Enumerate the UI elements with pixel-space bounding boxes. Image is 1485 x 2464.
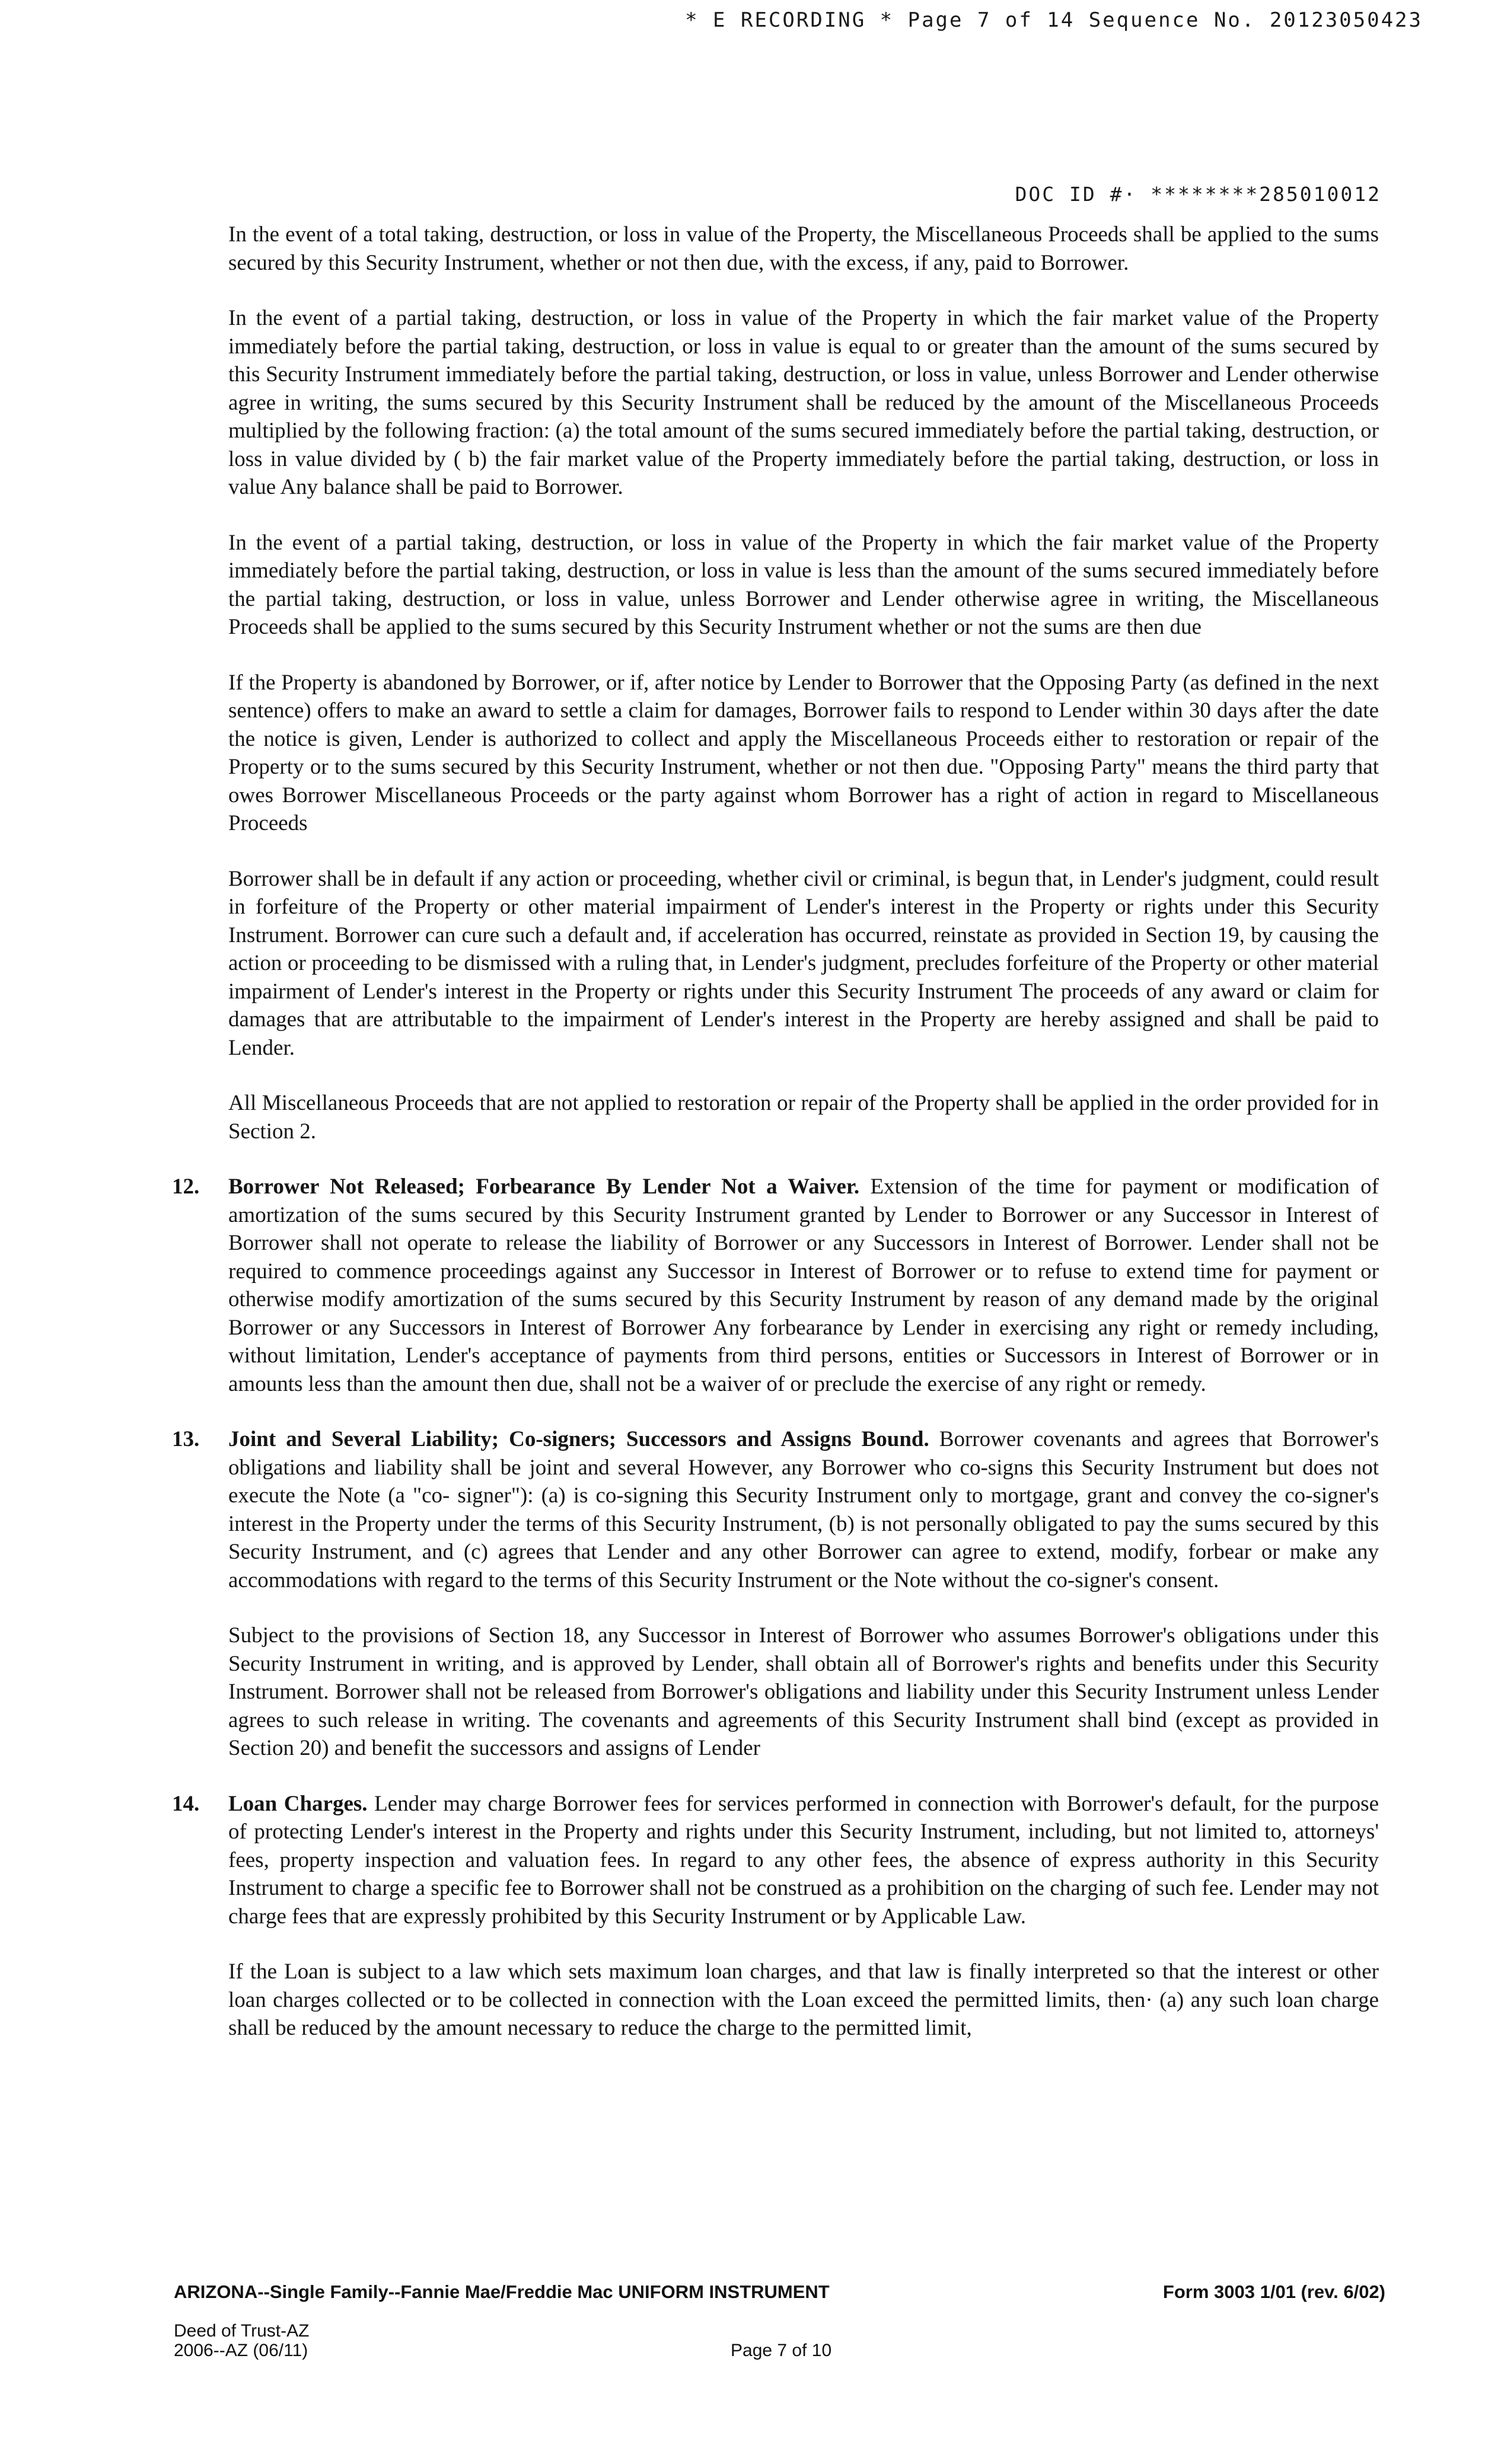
section-text: Extension of the time for payment or modification of amortization of the sums secured by this Security Instrument granted by Lender to Borrower or any Successor in Interest of Borrower shall not operate to release the liability of Borrower or any Successors in Interest of Borrower. Lender shall not be required to commence proceedings against any Successor in Interest of Borrower or to refuse to extend time for payment or otherwise modify amortization of the sums secured by this Security Instrument by reason of any demand made by the original Borrower or any Successors in Interest of Borrower Any forbearance by Lender in exercising any right or remedy including, without limitation, Lender's acceptance of payments from third persons, entities or Successors in Interest of Borrower or in amounts less than the amount then due, shall not be a waiver of or preclude the exercise of any right or remedy.: [228, 1174, 1379, 1396]
paragraph-misc-proceeds: All Miscellaneous Proceeds that are not applied to restoration or repair of the Property shall be applied in the order provided for in Section 2.: [228, 1091, 1379, 1144]
section-13: [172, 1425, 1379, 1594]
footer-page-number: Page 7 of 10: [731, 2341, 832, 2360]
section-text: Borrower covenants and agrees that Borrower's obligations and liability shall be joint and several However, any Borrower who co-signs this Security Instrument but does not execute the Note (a "co- signer"): (a) is co-signing this Security Instrument only to mortgage, grant and convey the co-signer's interest in the Property under the terms of this Security Instrument, (b) is not personally obligated to pay the sums secured by this Security Instrument, and (c) agrees that Lender and any other Borrower can agree to extend, modify, forbear or make any accommodations with regard to the terms of this Security Instrument or the Note without the co-signer's consent.: [228, 1427, 1379, 1592]
paragraph-abandoned-property: If the Property is abandoned by Borrower, or if, after notice by Lender to Borrower that the Opposing Party (as defined in the next sentence) offers to make an award to settle a claim for damages, Borrower fails to respond to Lender within 30 days after the date the notice is given, Lender is authorized to collect and apply the Miscellaneous Proceeds either to restoration or repair of the Property or to the sums secured by this Security Instrument, whether or not then due. "Opposing Party" means the third party that owes Borrower Miscellaneous Proceeds or the party against whom Borrower has a right of action in regard to Miscellaneous Proceeds: [228, 670, 1379, 835]
paragraph-partial-taking-greater: In the event of a partial taking, destruction, or loss in value of the Property in which the fair market value of the Property immediately before the partial taking, destruction, or loss in value is equal to or greater than the amount of the sums secured by this Security Instrument immediately before the partial taking, destruction, or loss in value, unless Borrower and Lender otherwise agree in writing, the sums secured by this Security Instrument shall be reduced by the amount of the Miscellaneous Proceeds multiplied by the following fraction: (a) the total amount of the sums secured immediately before the partial taking, destruction, or loss in value divided by ( b) the fair market value of the Property immediately before the partial taking, destruction, or loss in value Any balance shall be paid to Borrower.: [228, 306, 1379, 499]
footer-form-number: Form 3003 1/01 (rev. 6/02): [1162, 2281, 1385, 2302]
paragraph-default: Borrower shall be in default if any action or proceeding, whether civil or criminal, is begun that, in Lender's judgment, could result in forfeiture of the Property or other material impairment of Lender's interest in the Property or rights under this Security Instrument. Borrower can cure such a default and, if acceleration has occurred, reinstate as provided in Section 19, by causing the action or proceeding to be dismissed with a ruling that, in Lender's judgment, precludes forfeiture of the Property or other material impairment of Lender's interest in the Property or rights under this Security Instrument The proceeds of any award or claim for damages that are attributable to the impairment of Lender's interest in the Property are hereby assigned and shall be paid to Lender.: [228, 866, 1379, 1060]
section-number: 13.: [172, 1427, 200, 1451]
section-14: [172, 1790, 1379, 1931]
section-text: Lender may charge Borrower fees for services performed in connection with Borrower's default, for the purpose of protecting Lender's interest in the Property and rights under this Security Instrument, including, but not limited to, attorneys' fees, property inspection and valuation fees. In regard to any other fees, the absence of express authority in this Security Instrument to charge a specific fee to Borrower shall not be construed as a prohibition on the charging of such fee. Lender may not charge fees that are expressly prohibited by this Security Instrument or by Applicable Law.: [228, 1791, 1379, 1929]
section-13-successors-paragraph: Subject to the provisions of Section 18, any Successor in Interest of Borrower who assumes Borrower's obligations under this Security Instrument in writing, and is approved by Lender, shall obtain all of Borrower's rights and benefits under this Security Instrument. Borrower shall not be released from Borrower's obligations and liability under this Security Instrument unless Lender agrees to such release in writing. The covenants and agreements of this Security Instrument shall bind (except as provided in Section 20) and benefit the successors and assigns of Lender: [228, 1623, 1379, 1760]
footer-doc-code: 2006--AZ (06/11): [174, 2341, 308, 2360]
section-14-loan-limit-paragraph: If the Loan is subject to a law which sets maximum loan charges, and that law is finally interpreted so that the interest or other loan charges collected or to be collected in connection with the Loan exceed the permitted limits, then· (a) any such loan charge shall be reduced by the amount necessary to reduce the charge to the permitted limit,: [228, 1959, 1379, 2040]
section-number: 12.: [172, 1174, 200, 1199]
paragraph-total-taking: In the event of a total taking, destruction, or loss in value of the Property, the Miscellaneous Proceeds shall be applied to the sums secured by this Security Instrument, whether or not then due, with the excess, if any, paid to Borrower.: [228, 222, 1379, 275]
section-title: Loan Charges.: [228, 1791, 368, 1816]
footer-instrument: ARIZONA--Single Family--Fannie Mae/Freddie Mac UNIFORM INSTRUMENT: [174, 2281, 830, 2302]
paragraph-partial-taking-less: In the event of a partial taking, destruction, or loss in value of the Property in which the fair market value of the Property immediately before the partial taking, destruction, or loss in value is less than the amount of the sums secured immediately before the partial taking, destruction, or loss in value, unless Borrower and Lender otherwise agree in writing, the Miscellaneous Proceeds shall be applied to the sums secured by this Security Instrument whether or not the sums are then due: [228, 530, 1379, 639]
recording-header: * E RECORDING * Page 7 of 14 Sequence No. 20123050423: [685, 8, 1423, 32]
footer-doc-name: Deed of Trust-AZ: [174, 2321, 310, 2341]
section-title: Borrower Not Released; Forbearance By Lender Not a Waiver.: [228, 1174, 860, 1199]
section-title: Joint and Several Liability; Co-signers; Successors and Assigns Bound.: [228, 1427, 929, 1451]
section-number: 14.: [172, 1791, 200, 1816]
document-body: [172, 221, 1379, 2070]
doc-id: DOC ID #· ********285010012: [1015, 183, 1381, 206]
section-12: [172, 1173, 1379, 1398]
